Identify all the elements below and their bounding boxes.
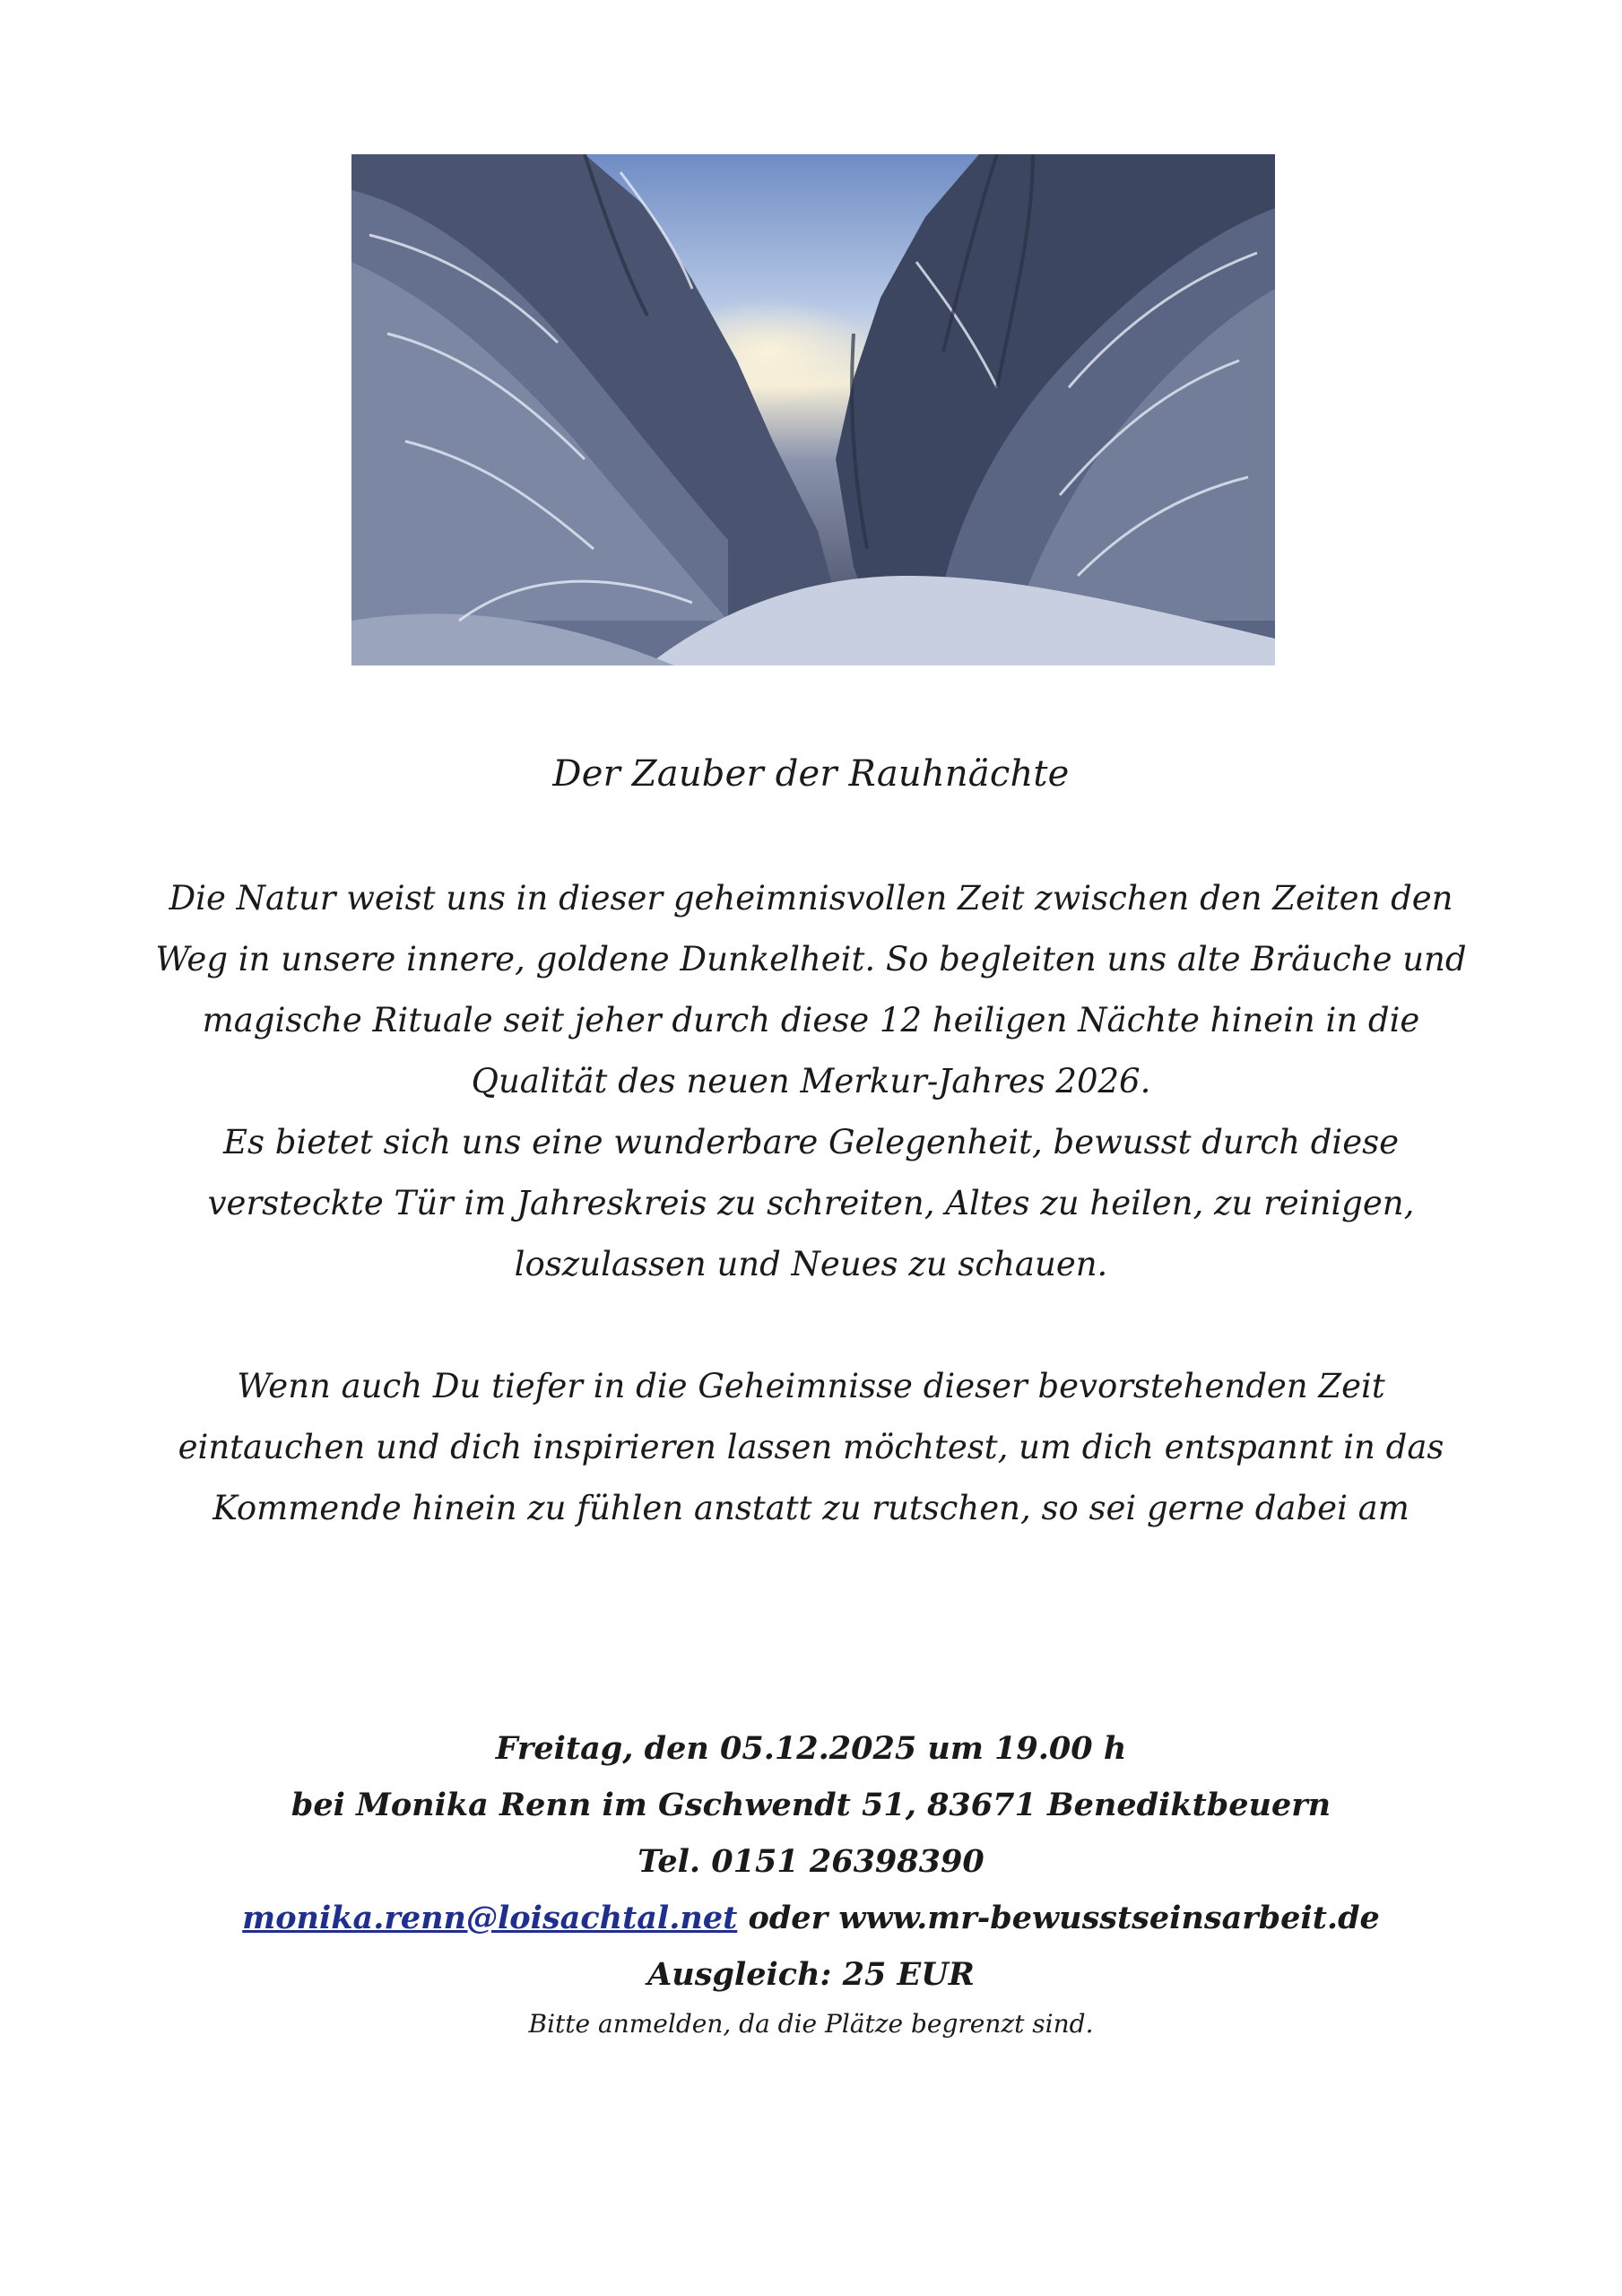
page-title: Der Zauber der Rauhnächte — [552, 753, 1070, 795]
event-phone: Tel. 0151 26398390 — [638, 1843, 984, 1880]
website-text: www.mr-bewusstseinsarbeit.de — [838, 1900, 1380, 1936]
event-price: Ausgleich: 25 EUR — [647, 1956, 975, 1993]
snowy-forest-photo — [351, 154, 1275, 665]
event-date: Freitag, den 05.12.2025 um 19.00 h — [495, 1730, 1127, 1767]
intro-text — [143, 868, 1479, 1295]
email-link[interactable]: monika.renn@loisachtal.net — [242, 1900, 738, 1936]
invitation-text: Wenn auch Du tiefer in die Geheimnisse dieser bevorstehenden Zeit eintauchen und dich inspirieren lassen möchtest, um dich entspannt in das Kommende hinein zu fühlen anstatt zu rutschen, so sei gerne dabei am — [178, 1367, 1444, 1527]
registration-note: Bitte anmelden, da die Plätze begrenzt sind. — [528, 2009, 1094, 2039]
website-connector: oder — [737, 1900, 839, 1936]
intro-paragraph-1: Die Natur weist uns in dieser geheimnisvollen Zeit zwischen den Zeiten den Weg in unsere innere, goldene Dunkelheit. So begleiten uns alte Bräuche und magische Rituale seit jeher durch diese 12 heiligen Nächte hinein in die Qualität des neuen Merkur-Jahres 2026. — [155, 879, 1467, 1100]
intro-paragraph-2: Es bietet sich uns eine wunderbare Gelegenheit, bewusst durch diese versteckte Tür im Jahreskreis zu schreiten, Altes zu heilen, zu reinigen, loszulassen und Neues zu schauen. — [207, 1123, 1415, 1283]
event-details — [0, 1720, 1622, 2003]
contact-line — [0, 1890, 1622, 1946]
event-location: bei Monika Renn im Gschwendt 51, 83671 Benediktbeuern — [291, 1787, 1331, 1823]
